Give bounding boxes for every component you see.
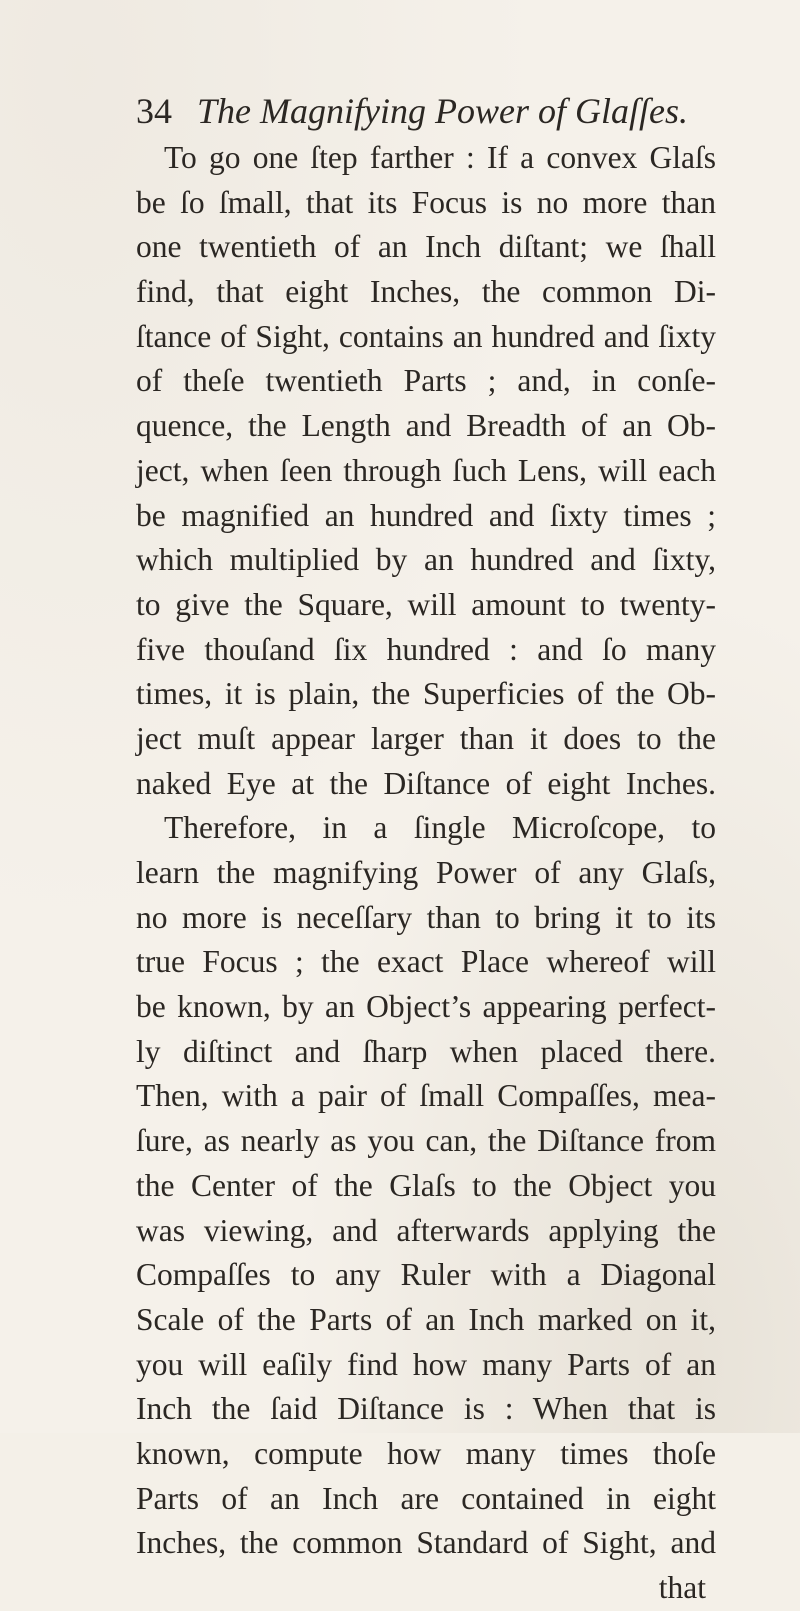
text-line: be magnified an hundred and ſixty times ; (136, 497, 716, 533)
text-line: ject, when ſeen through ſuch Lens, will each (136, 452, 716, 488)
text-line: ſtance of Sight, contains an hundred and ſixty (136, 318, 716, 354)
text-line: five thouſand ſix hundred : and ſo many (136, 631, 716, 667)
page-number: 34 (136, 91, 172, 131)
text-line: to give the Square, will amount to twenty- (136, 586, 716, 622)
text-line: learn the magnifying Power of any Glaſs, (136, 855, 716, 890)
text-line: Inches, the common Standard of Sight, and (136, 1525, 716, 1561)
text-line: be ſo ſmall, that its Focus is no more than (136, 184, 716, 220)
text-line: ly diſtinct and ſharp when placed there. (136, 1033, 716, 1069)
page-header (136, 86, 716, 136)
text-line: To go one ſtep farther : If a convex Glaſs (164, 140, 716, 175)
text-line: Inch the ſaid Diſtance is : When that is (136, 1391, 716, 1427)
text-line: times, it is plain, the Superficies of the Ob- (136, 676, 716, 712)
text-line: naked Eye at the Diſtance of eight Inches. (136, 765, 716, 801)
text-line: Compaſſes to any Ruler with a Diagonal (136, 1257, 716, 1293)
text-line: of theſe twentieth Parts ; and, in conſe- (136, 363, 716, 399)
text-line: Scale of the Parts of an Inch marked on it, (136, 1301, 716, 1337)
text-line: one twentieth of an Inch diſtant; we ſhall (136, 229, 716, 265)
body-text (136, 136, 716, 1611)
text-line: Parts of an Inch are contained in eight (136, 1480, 716, 1516)
running-title: The Magnifying Power of Glaſſes. (197, 91, 688, 131)
text-line: no more is neceſſary than to bring it to its (136, 899, 716, 935)
text-line: ject muſt appear larger than it does to the (136, 720, 716, 756)
text-line: find, that eight Inches, the common Di- (136, 274, 716, 310)
text-line: true Focus ; the exact Place whereof will (136, 944, 716, 980)
text-line: which multiplied by an hundred and ſixty, (136, 542, 716, 578)
text-line: was viewing, and afterwards applying the (136, 1212, 716, 1248)
text-line: ſure, as nearly as you can, the Diſtance from (136, 1123, 716, 1159)
text-line: be known, by an Object’s appearing perfect- (136, 989, 716, 1025)
text-line: known, compute how many times thoſe (136, 1435, 716, 1471)
text-line: quence, the Length and Breadth of an Ob- (136, 408, 716, 444)
text-line: the Center of the Glaſs to the Object you (136, 1167, 716, 1203)
catchword: that (658, 1570, 706, 1605)
text-line: Then, with a pair of ſmall Compaſſes, mea- (136, 1078, 716, 1114)
text-line: you will eaſily find how many Parts of an (136, 1346, 716, 1382)
text-line: Therefore, in a ſingle Microſcope, to (164, 810, 716, 846)
